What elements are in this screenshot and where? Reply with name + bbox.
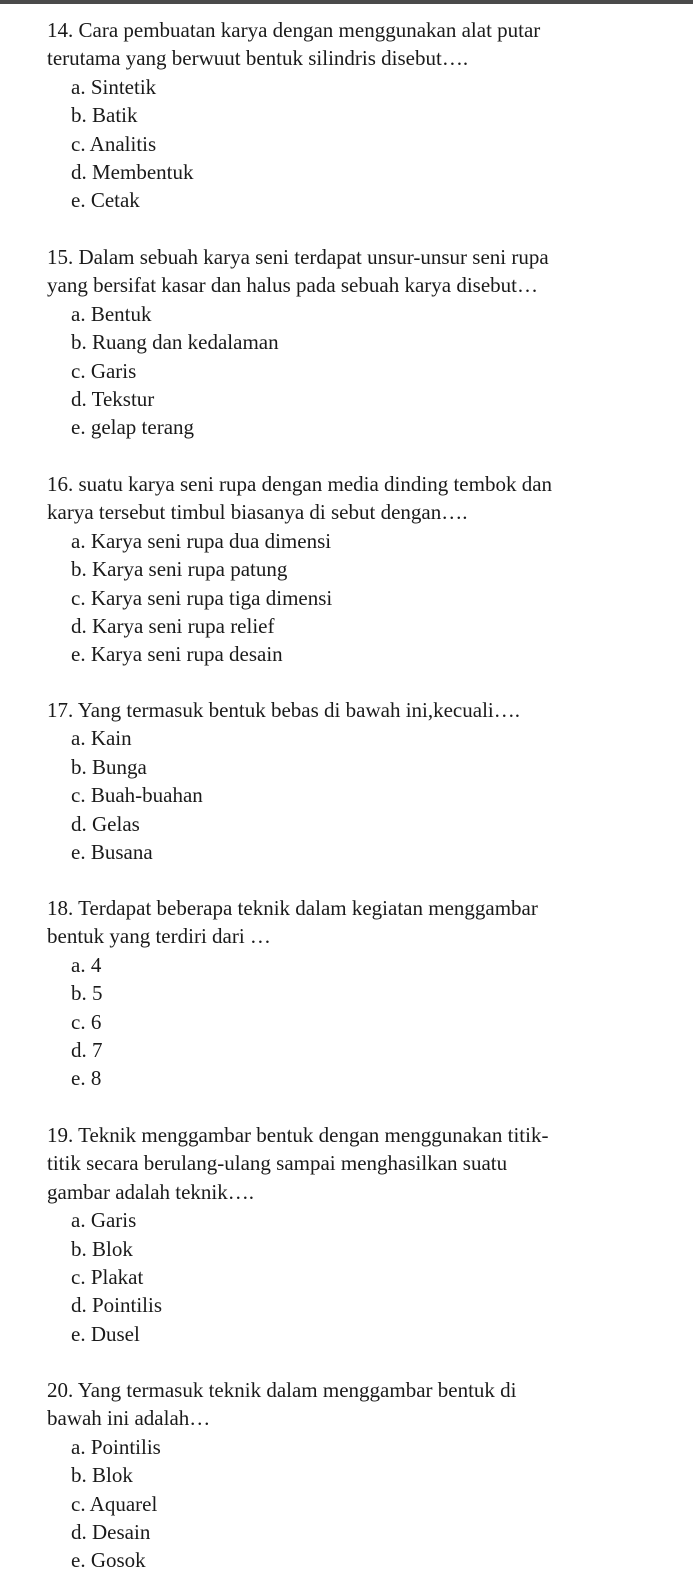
- option-b: b. 5: [71, 981, 103, 1006]
- option-b: b. Batik: [71, 103, 138, 128]
- option-e: e. Gosok: [71, 1548, 146, 1573]
- option-a: a. Pointilis: [71, 1434, 161, 1459]
- stem-line: 15. Dalam sebuah karya seni terdapat unsur-unsur seni rupa: [47, 245, 549, 269]
- option-a: a. Kain: [71, 726, 132, 751]
- option-c: c. Garis: [71, 358, 137, 383]
- option-b: b. Ruang dan kedalaman: [71, 330, 279, 355]
- question-19: [47, 1121, 667, 1348]
- answer-options: [47, 1206, 667, 1348]
- question-17: [47, 696, 667, 866]
- option-b: b. Bunga: [71, 754, 147, 779]
- option-b: b. Blok: [71, 1463, 133, 1488]
- question-stem: [47, 1376, 667, 1433]
- option-e: e. Karya seni rupa desain: [71, 642, 283, 667]
- question-15: [47, 243, 667, 442]
- option-e: e. Dusel: [71, 1321, 140, 1346]
- stem-line: 16. suatu karya seni rupa dengan media dinding tembok dan: [47, 472, 553, 496]
- question-16: [47, 470, 667, 669]
- question-stem: [47, 894, 667, 951]
- answer-options: [47, 73, 667, 215]
- option-a: a. Sintetik: [71, 74, 157, 99]
- question-stem: [47, 1121, 667, 1206]
- option-d: d. Gelas: [71, 811, 140, 836]
- answer-options: [47, 527, 667, 669]
- option-a: a. Karya seni rupa dua dimensi: [71, 528, 332, 553]
- option-c: c. 6: [71, 1009, 102, 1034]
- question-20: [47, 1376, 667, 1575]
- question-14: [47, 16, 667, 215]
- answer-options: [47, 300, 667, 442]
- question-stem: [47, 470, 667, 527]
- stem-line: gambar adalah teknik….: [47, 1179, 255, 1204]
- stem-line: titik secara berulang-ulang sampai menghasilkan suatu: [47, 1151, 508, 1176]
- option-c: c. Buah-buahan: [71, 783, 203, 808]
- question-stem: [47, 16, 667, 73]
- option-c: c. Plakat: [71, 1265, 144, 1290]
- option-c: c. Analitis: [71, 131, 157, 156]
- top-border: [0, 0, 693, 4]
- stem-line: 20. Yang termasuk teknik dalam menggambar bentuk di: [47, 1378, 517, 1402]
- option-e: e. gelap terang: [71, 415, 195, 440]
- option-c: c. Karya seni rupa tiga dimensi: [71, 585, 333, 610]
- question-18: [47, 894, 667, 1093]
- stem-line: 19. Teknik menggambar bentuk dengan menggunakan titik-: [47, 1123, 549, 1147]
- option-e: e. 8: [71, 1066, 102, 1091]
- stem-line: karya tersebut timbul biasanya di sebut dengan….: [47, 500, 468, 525]
- stem-line: 18. Terdapat beberapa teknik dalam kegiatan menggambar: [47, 896, 538, 920]
- stem-line: bentuk yang terdiri dari …: [47, 924, 271, 949]
- option-d: d. 7: [71, 1038, 103, 1063]
- stem-line: terutama yang berwuut bentuk silindris disebut….: [47, 46, 469, 71]
- option-c: c. Aquarel: [71, 1491, 158, 1516]
- option-b: b. Blok: [71, 1236, 133, 1261]
- answer-options: [47, 951, 667, 1093]
- stem-line: 17. Yang termasuk bentuk bebas di bawah ini,kecuali….: [47, 698, 520, 722]
- option-a: a. 4: [71, 952, 102, 977]
- question-stem: [47, 696, 667, 724]
- question-stem: [47, 243, 667, 300]
- option-a: a. Bentuk: [71, 301, 152, 326]
- option-d: d. Tekstur: [71, 387, 155, 412]
- option-e: e. Cetak: [71, 188, 140, 213]
- stem-line: yang bersifat kasar dan halus pada sebuah karya disebut…: [47, 273, 538, 298]
- answer-options: [47, 724, 667, 866]
- answer-options: [47, 1433, 667, 1575]
- option-a: a. Garis: [71, 1208, 137, 1233]
- stem-line: bawah ini adalah…: [47, 1406, 211, 1431]
- option-d: d. Membentuk: [71, 160, 194, 185]
- option-d: d. Pointilis: [71, 1293, 163, 1318]
- option-e: e. Busana: [71, 840, 153, 865]
- option-d: d. Desain: [71, 1520, 151, 1545]
- option-b: b. Karya seni rupa patung: [71, 557, 288, 582]
- stem-line: 14. Cara pembuatan karya dengan menggunakan alat putar: [47, 18, 541, 42]
- option-d: d. Karya seni rupa relief: [71, 614, 275, 639]
